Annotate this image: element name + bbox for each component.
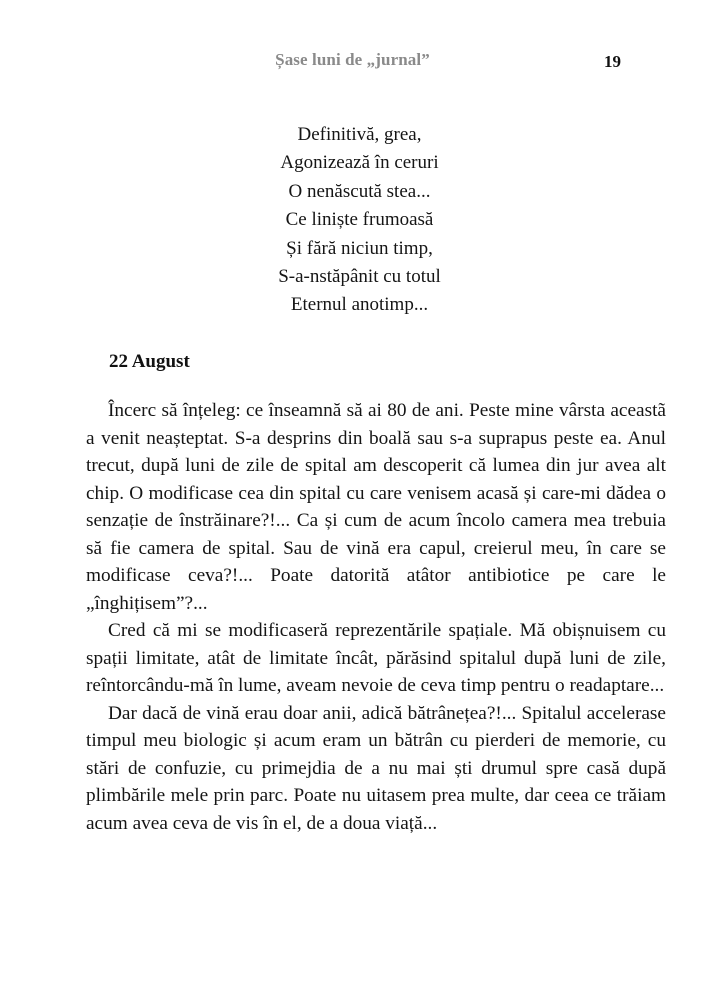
page-number: 19 [604,52,621,71]
journal-entry-body [86,397,666,837]
paragraph: Dar dacă de vină erau doar anii, adică bătrânețea?!... Spitalul accelerase timpul meu biologic și acum eram un bătrân cu pierderi de memorie, cu stări de confuzie, cu primejdia de a nu mai ști drumul spre casă după plimbările mele prin parc. Poate nu uitasem prea multe, dar ceea ce trăiam acum avea ceva de vis în el, de a doua viață... [86,702,666,834]
poem-line: Ce liniște frumoasă [285,209,434,231]
poem-line: O nenăscută stea... [288,180,431,202]
poem-line: Eternul anotimp... [290,294,429,316]
poem-line: S-a-nstăpânit cu totul [278,266,441,288]
poem-line: Și fără niciun timp, [286,237,433,259]
journal-entry-date: 22 August [109,351,190,372]
running-header-title: Șase luni de „jurnal” [275,50,430,69]
poem-line: Agonizează în ceruri [280,152,439,174]
paragraph: Cred că mi se modificaseră reprezentările spațiale. Mă obișnuisem cu spații limitate, atât de limitate încât, părăsind spitalul după luni de zile, reîntorcându-mă în lume, aveam nevoie de ceva timp pentru o readaptare... [86,620,666,696]
paragraph: Încerc să înțeleg: ce înseamnă să ai 80 de ani. Peste mine vârsta aceastã a venit neașteptat. S-a desprins din boală sau s-a suprapus peste ea. Anul trecut, după luni de zile de spital am descoperit că lumea din jur avea alt chip. O modificase cea din spital cu care venisem acasă și care-mi dădea o senzație de înstrăinare?!... Ca și cum de acum încolo camera mea trebuia să fie camera de spital. Sau de vină era capul, creierul meu, în care se modificase ceva?!... Poate datorită atâtor antibiotice pe care le „înghițisem”?... [86,400,666,614]
poem-stanza [0,121,705,320]
poem-line: Definitivă, grea, [297,124,422,145]
running-header [0,50,705,74]
